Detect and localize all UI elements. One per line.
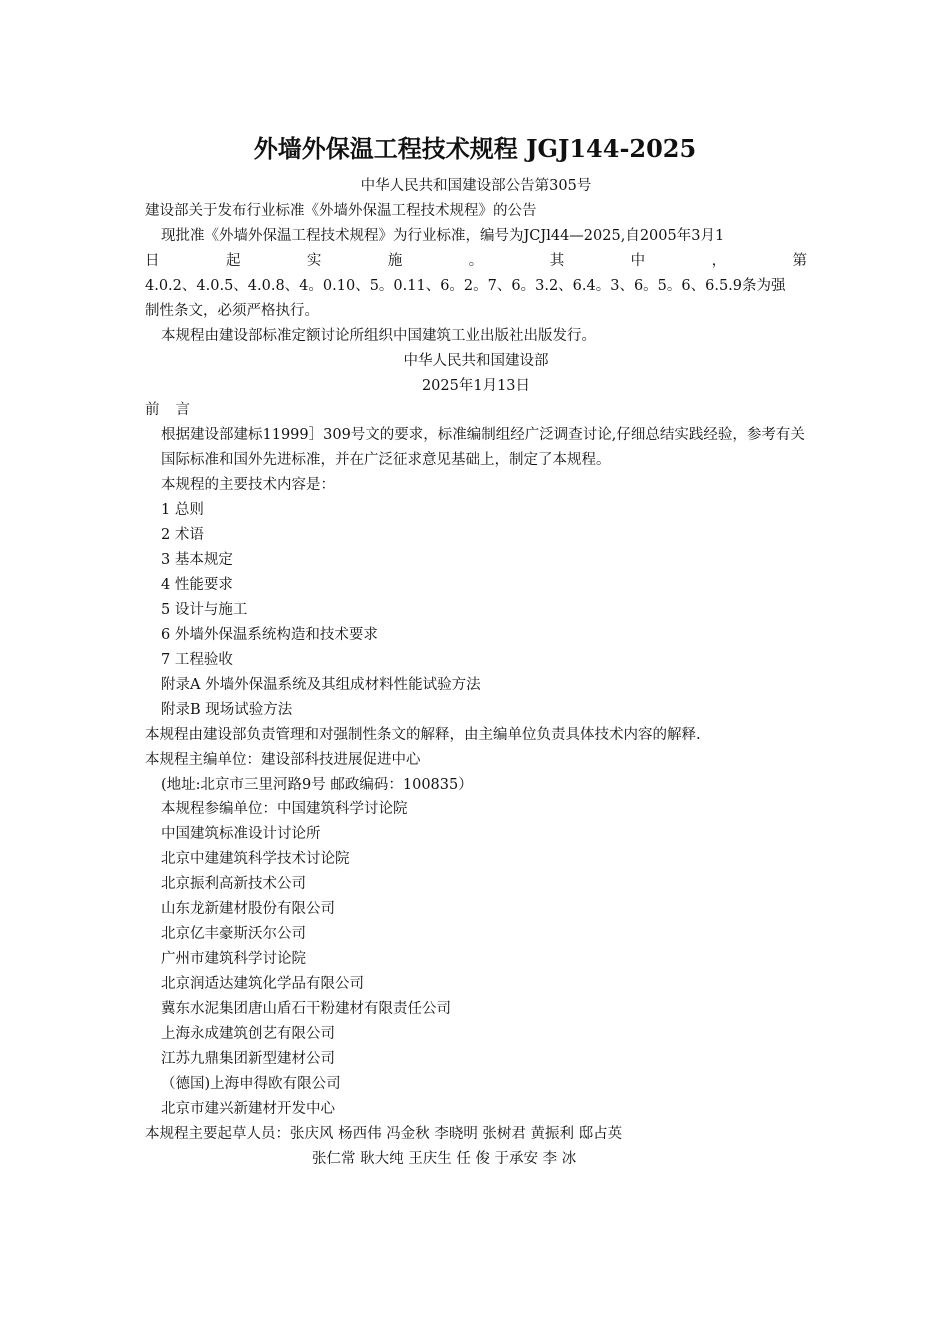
publish-note: 本规程由建设部标准定额讨论所组织中国建筑工业出版社出版发行。 [161, 327, 596, 344]
participating-unit: 中国建筑标准设计讨论所 [161, 826, 321, 843]
preface-paragraph: 根据建设部建标11999］309号文的要求，标准编制组经广泛调查讨论,仔细总结实践经验，参考有关国际标准和国外先进标准，并在广泛征求意见基础上，制定了本规程。 [161, 427, 805, 469]
document-title: 外墙外保温工程技术规程 JGJ144-2025 [253, 134, 697, 163]
management-note: 本规程由建设部负责管理和对强制性条文的解释，由主编单位负责具体技术内容的解释. [145, 726, 701, 743]
participating-unit: 北京市建兴新建材开发中心 [161, 1100, 335, 1117]
announcement-number: 中华人民共和国建设部公告第305号 [360, 178, 592, 194]
approval-line-2 [145, 249, 807, 274]
approval-line-3: 4.0.2、4.0.5、4.0.8、4。0.10、5。0.11、6。2。7、6。3.2、6.4。3、6。5。6、6.5.9条为强 [145, 277, 786, 294]
contents-item: 2 术语 [161, 527, 204, 544]
contents-item: 4 性能要求 [161, 577, 233, 594]
contents-item: 6 外墙外保温系统构造和技术要求 [161, 626, 378, 643]
chief-unit: 本规程主编单位：建设部科技进展促进中心 [145, 751, 421, 768]
contents-item: 附录B 现场试验方法 [161, 701, 293, 718]
issuer: 中华人民共和国建设部 [403, 352, 549, 369]
participating-intro: 本规程参编单位：中国建筑科学讨论院 [161, 801, 408, 818]
participating-unit: 北京润适达建筑化学品有限公司 [161, 976, 364, 993]
participating-unit: 上海永成建筑创艺有限公司 [161, 1025, 335, 1042]
approval-char: 起 [225, 252, 241, 269]
approval-char: 中 [630, 252, 646, 269]
approval-line-1: 现批准《外墙外保温工程技术规程》为行业标准，编号为JCJl44—2025,自2005年3月1 [161, 227, 725, 244]
approval-char: 其 [549, 252, 565, 269]
approval-line-4: 制性条文，必须严格执行。 [145, 302, 319, 319]
approval-char: 第 [792, 252, 807, 269]
participating-unit: （德国)上海申得欧有限公司 [161, 1075, 341, 1092]
contents-item: 5 设计与施工 [161, 601, 248, 618]
contents-item: 7 工程验收 [161, 651, 233, 668]
participating-unit: 冀东水泥集团唐山盾石干粉建材有限责任公司 [161, 1000, 451, 1017]
participating-unit: 广州市建筑科学讨论院 [161, 951, 306, 968]
participating-unit: 山东龙新建材股份有限公司 [161, 901, 335, 918]
drafters-line-2: 张仁常 耿大纯 王庆生 任 俊 于承安 李 冰 [312, 1150, 577, 1167]
participating-unit: 北京亿丰豪斯沃尔公司 [161, 926, 306, 943]
approval-char: 日 [145, 252, 160, 269]
approval-char: 。 [468, 252, 484, 269]
participating-unit: 北京振利高新技术公司 [161, 876, 306, 893]
contents-item: 附录A 外墙外保温系统及其组成材料性能试验方法 [161, 676, 481, 693]
contents-item: 3 基本规定 [161, 552, 233, 569]
chief-unit-address: (地址:北京市三里河路9号 邮政编码：100835） [161, 776, 473, 793]
approval-char: 实 [306, 252, 322, 269]
participating-unit: 江苏九鼎集团新型建材公司 [161, 1050, 335, 1067]
contents-item: 1 总则 [161, 502, 204, 519]
document-body [145, 174, 807, 1172]
preface-heading [145, 398, 807, 423]
preface-heading-b: 言 [175, 402, 190, 419]
preface-heading-a: 前 [145, 402, 160, 419]
approval-char: ， [711, 252, 727, 269]
drafters-line-1: 本规程主要起草人员：张庆风 杨西伟 冯金秋 李晓明 张树君 黄振利 邸占英 [145, 1125, 623, 1142]
approval-char: 施 [387, 252, 403, 269]
issue-date: 2025年1月13日 [421, 377, 531, 394]
participating-unit: 北京中建建筑科学技术讨论院 [161, 851, 350, 868]
announcement-subject: 建设部关于发布行业标准《外墙外保温工程技术规程》的公告 [145, 202, 537, 219]
contents-intro: 本规程的主要技术内容是： [161, 477, 335, 494]
